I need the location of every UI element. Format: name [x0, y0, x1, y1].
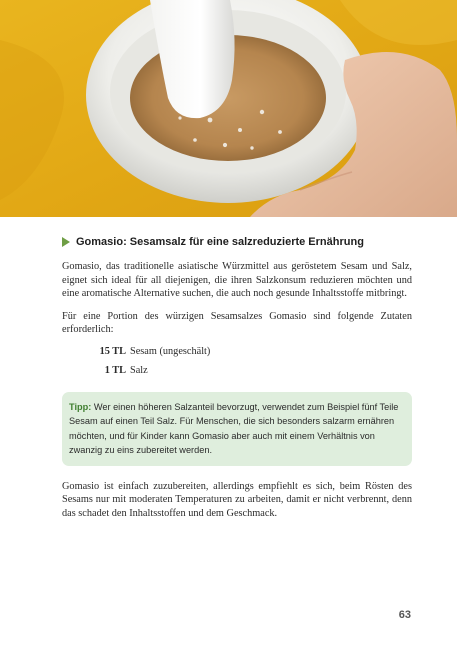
- intro-paragraph: Gomasio, das traditionelle asiatische Würzmittel aus geröstetem Sesam und Salz, eignet sich ideal für all diejenigen, die ihren Salzkonsum reduzieren möchten und eine aromatische Alternative suchen, die auch noch gesunde Inhaltsstoffe mitbringt.: [62, 261, 412, 300]
- page-number: 63: [398, 609, 411, 621]
- section-heading-text: Gomasio: Sesamsalz für eine salzreduzierte Ernährung: [76, 236, 364, 248]
- tip-box: [62, 392, 412, 466]
- article-body: [62, 236, 412, 529]
- tip-label: Tipp:: [69, 401, 92, 412]
- ingredient-quantity: 1 TL: [104, 364, 126, 376]
- portion-paragraph: Für eine Portion des würzigen Sesamsalzes Gomasio sind folgende Zutaten erforderlich:: [62, 310, 412, 336]
- section-heading: [62, 236, 412, 248]
- mortar-and-pestle-photo: [0, 0, 457, 217]
- triangle-bullet-icon: [62, 237, 70, 247]
- ingredient-name: Salz: [130, 364, 148, 376]
- closing-paragraph: Gomasio ist einfach zuzubereiten, allerdings empfiehlt es sich, beim Rösten des Sesams nur mit moderaten Temperaturen zu arbeiten, damit er nicht verbrennt, denn das schadet den Inhaltsstoffen und dem Geschmack.: [62, 480, 412, 519]
- ingredient-quantity: 15 TL: [99, 345, 126, 357]
- ingredient-row: [62, 346, 412, 365]
- ingredient-name: Sesam (ungeschält): [130, 345, 211, 357]
- tip-text: Wer einen höheren Salzanteil bevorzugt, verwendet zum Beispiel fünf Teile Sesam auf einen Teil Salz. Für Menschen, die sich besonders salzarm ernähren möchten, und für Kinder kann Gomasio aber auch mit einem Verhältnis von zwanzig zu eins zubereitet werden.: [69, 401, 399, 456]
- ingredient-list: [62, 346, 412, 384]
- ingredient-row: [62, 365, 412, 384]
